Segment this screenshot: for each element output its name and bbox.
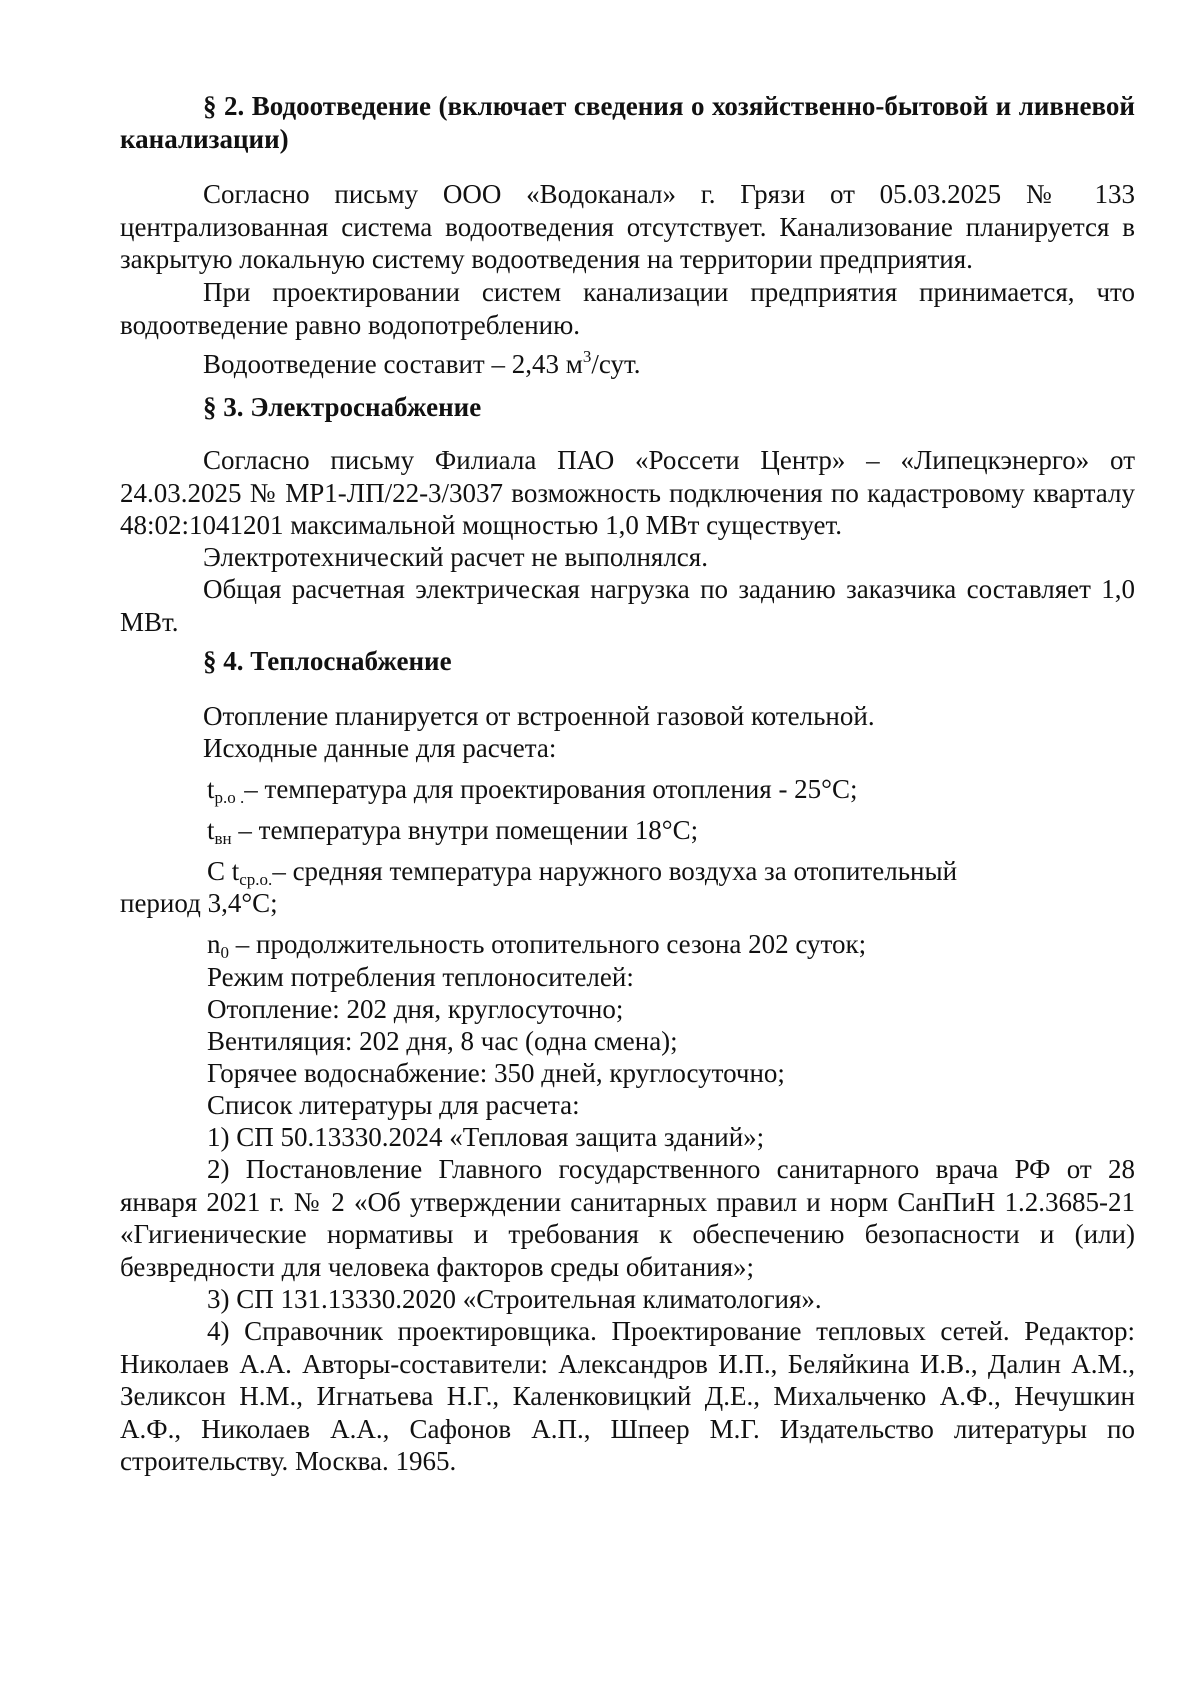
section-2-paragraph-1: Согласно письму ООО «Водоканал» г. Грязи от 05.03.2025 № 133 централизованная система водоотведения отсутствует. Канализование планируется в закрытую локальную систему водоотведения на территории предприятия. — [120, 179, 1135, 274]
consumption-mode-title: Режим потребления теплоносителей: — [207, 962, 634, 992]
section-3-paragraph-3: Общая расчетная электрическая нагрузка по заданию заказчика составляет 1,0 МВт. — [120, 574, 1135, 637]
section-4-heading: § 4. Теплоснабжение — [203, 646, 452, 676]
section-2-paragraph-3 — [120, 341, 1135, 381]
drainage-unit-superscript: 3 — [582, 347, 592, 366]
n0-description: – продолжительность отопительного сезона 202 суток; — [229, 929, 867, 959]
literature-item-4: 4) Справочник проектировщика. Проектирование тепловых сетей. Редактор: Николаев А.А. Авторы-составители: Александров И.П., Беляйкина И.В., Далин А.М., Зеликсон Н.М., Игнатьева Н.Г., Каленковицкий Д.Е., Михальченко А.Ф., Нечушкин А.Ф., Николаев А.А., Сафонов А.П., Шпеер М.Г. Издательство литературы по строительству. Москва. 1965. — [120, 1316, 1135, 1476]
literature-title: Список литературы для расчета: — [207, 1090, 580, 1120]
tpo-symbol: t — [207, 774, 215, 804]
section-3-heading: § 3. Электроснабжение — [203, 392, 482, 422]
tpo-subscript: р.о . — [214, 788, 245, 807]
consumption-mode-heating: Отопление: 202 дня, круглосуточно; — [207, 994, 624, 1024]
source-data-title: Исходные данные для расчета: — [203, 733, 557, 763]
literature-item-2: 2) Постановление Главного государственного санитарного врача РФ от 28 января 2021 г. № 2 «Об утверждении санитарных правил и норм СанПиН 1.2.3685-21 «Гигиенические нормативы и требования к обеспечению безопасности и (или) безвредности для человека факторов среды обитания»; — [120, 1154, 1135, 1282]
drainage-text: Водоотведение составит – 2,43 м — [203, 349, 583, 379]
drainage-unit-suffix: /сут. — [591, 349, 641, 379]
tvn-subscript: вн — [214, 829, 232, 848]
literature-item-1: 1) СП 50.13330.2024 «Тепловая защита зданий»; — [207, 1122, 765, 1152]
tvn-symbol: t — [207, 815, 215, 845]
design-temperature-line — [207, 773, 1200, 815]
heating-source-line: Отопление планируется от встроенной газовой котельной. — [203, 701, 875, 731]
tsr-subscript: ср.о. — [239, 870, 273, 889]
tsr-description: – средняя температура наружного воздуха за отопительный — [272, 856, 958, 886]
tpo-description: – температура для проектирования отопления - 25°С; — [244, 774, 858, 804]
consumption-mode-hot-water: Горячее водоснабжение: 350 дней, круглосуточно; — [207, 1058, 785, 1088]
n0-subscript: 0 — [220, 943, 229, 962]
section-2-paragraph-2: При проектировании систем канализации предприятия принимается, что водоотведение равно водопотреблению. — [120, 277, 1135, 340]
n0-symbol: n — [207, 929, 221, 959]
literature-item-3: 3) СП 131.13330.2020 «Строительная климатология». — [207, 1284, 822, 1314]
section-3-paragraph-2: Электротехнический расчет не выполнялся. — [203, 542, 708, 572]
consumption-mode-ventilation: Вентиляция: 202 дня, 8 час (одна смена); — [207, 1026, 678, 1056]
tsr-prefix: С t — [207, 856, 240, 886]
internal-temperature-line — [207, 814, 1200, 856]
tvn-description: – температура внутри помещении 18°С; — [231, 815, 699, 845]
average-temperature-line-continued: период 3,4°С; — [120, 888, 278, 918]
section-3-paragraph-1: Согласно письму Филиала ПАО «Россети Центр» – «Липецкэнерго» от 24.03.2025 № МР1-ЛП/22-3/3037 возможность подключения по кадастровому кварталу 48:02:1041201 максимальной мощностью 1,0 МВт существует. — [120, 445, 1135, 540]
section-2-heading: § 2. Водоотведение (включает сведения о хозяйственно-бытовой и ливневой канализации) — [120, 91, 1135, 154]
